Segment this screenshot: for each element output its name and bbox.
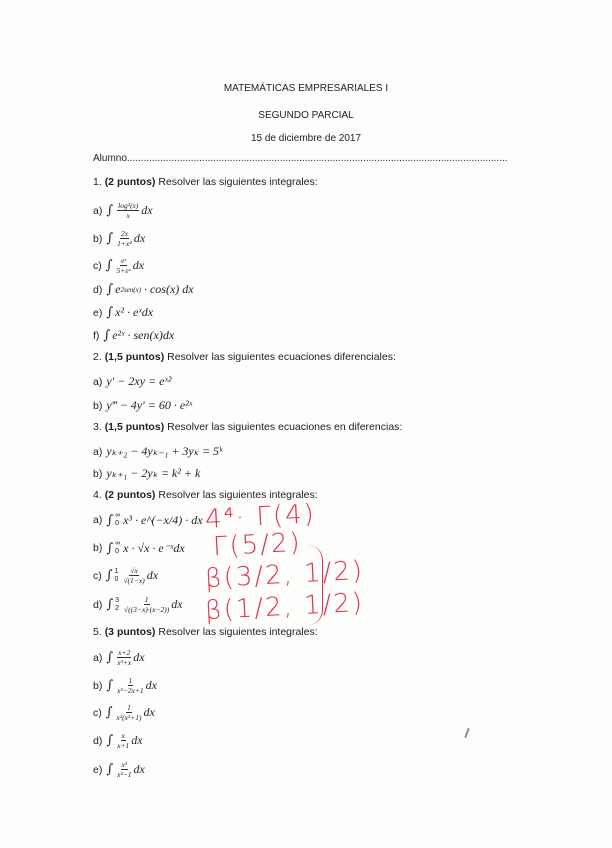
label: d) [93, 598, 103, 611]
label: d) [93, 734, 103, 747]
q-text: Resolver las siguientes integrales: [158, 626, 318, 638]
q-points: (2 puntos) [104, 176, 156, 188]
fraction [117, 201, 139, 220]
q-points: (3 puntos) [104, 626, 156, 638]
denominator: x²(x²+1) [116, 713, 142, 722]
q1-a [93, 201, 153, 220]
fraction [117, 760, 131, 779]
q1-f [93, 328, 174, 343]
q1-d [93, 282, 194, 297]
q-num: 3. [93, 421, 102, 433]
differential: dx [146, 568, 159, 582]
label: c) [93, 569, 102, 582]
label: c) [93, 259, 102, 272]
q2-a [93, 374, 171, 389]
upper-limit: 1 [114, 567, 119, 575]
integral-sign: ∫ [106, 512, 114, 528]
question-5-heading [93, 626, 318, 638]
integral-sign: ∫ [106, 282, 114, 297]
integral-sign: ∫ [106, 597, 114, 612]
denominator: √(1−x) [123, 576, 145, 585]
numerator: log²(x) [118, 201, 139, 210]
integral-sign: ∫ [106, 762, 114, 777]
numerator: 1 [127, 703, 131, 712]
differential: dx [145, 678, 157, 692]
differential: dx [133, 231, 146, 245]
denominator: √((3−x)·(x−2)) [124, 605, 170, 614]
q4-b [93, 540, 185, 556]
q-num: 5. [93, 626, 102, 638]
lower-limit: 2 [115, 604, 120, 612]
numerator: eˣ [120, 256, 127, 265]
fraction [117, 229, 132, 248]
label: a) [93, 445, 103, 458]
q-num: 2. [93, 351, 102, 363]
q5-d [93, 731, 143, 750]
fraction [124, 595, 169, 614]
upper-limit: ∞ [115, 540, 121, 547]
expression: x³ · e^(−x/4) · dx [123, 512, 203, 527]
q-text: Resolver las siguientes integrales: [158, 489, 318, 501]
q5-b [93, 676, 157, 695]
expression: e²ˣ · sen(x)dx [112, 328, 175, 342]
numerator: x+2 [118, 648, 131, 657]
limits [115, 512, 120, 528]
differential: dx [141, 203, 153, 217]
question-3-heading [93, 421, 402, 433]
q5-c [93, 703, 155, 722]
integral-sign: ∫ [106, 203, 114, 218]
integral-sign: ∫ [106, 733, 114, 748]
label: b) [93, 542, 103, 554]
label: b) [93, 467, 103, 480]
fraction [117, 676, 144, 695]
denominator: x²−1 [117, 770, 132, 779]
subject-title: MATEMÁTICAS EMPRESARIALES I [223, 83, 389, 94]
q4-c [93, 566, 158, 585]
q-text: Resolver las siguientes ecuaciones diferenciales: [167, 351, 396, 363]
numerator: 1 [144, 595, 149, 604]
label: b) [93, 399, 103, 412]
limits [115, 597, 119, 613]
integral-sign: ∫ [106, 650, 114, 665]
label: e) [93, 763, 103, 776]
q3-a [93, 444, 222, 459]
q4-d [93, 595, 183, 614]
expression: y‴ − 4y′ = 60 · e²ˣ [106, 398, 193, 412]
q3-b [93, 466, 200, 481]
numerator: 1 [128, 676, 133, 685]
question-4-heading [93, 489, 318, 501]
q-num: 4. [93, 489, 102, 501]
integral-sign: ∫ [105, 705, 113, 720]
differential: dx [132, 258, 145, 272]
label: b) [93, 232, 103, 245]
handwritten-answer-d: β(1/2, 1/2) [204, 587, 365, 627]
q-text: Resolver las siguientes integrales: [158, 176, 318, 188]
numerator: √x [130, 566, 138, 575]
q-num: 1. [93, 176, 102, 188]
integral-sign: ∫ [106, 540, 114, 556]
limits [115, 568, 119, 584]
handwritten-answer-c: β(3/2, 1/2) [204, 555, 365, 595]
differential: dx [133, 762, 145, 776]
q5-e [93, 760, 145, 779]
question-2-heading [93, 351, 396, 363]
q5-a [93, 648, 145, 667]
q1-b [93, 229, 145, 248]
q-points: (2 puntos) [104, 489, 156, 501]
question-1-heading [93, 176, 318, 188]
label: e) [93, 306, 103, 319]
student-name-field: Alumno......................................................................................................................................... [93, 153, 508, 164]
q2-b [93, 398, 192, 413]
q1-e [93, 305, 153, 320]
fraction [123, 566, 144, 585]
q4-a [93, 512, 203, 528]
lower-limit: 0 [115, 520, 120, 527]
label: a) [93, 651, 103, 664]
base: e [115, 282, 121, 296]
q-points: (1,5 puntos) [104, 421, 165, 433]
integral-sign: ∫ [106, 305, 114, 320]
label: a) [93, 514, 103, 526]
exam-title: SEGUNDO PARCIAL [258, 110, 354, 121]
expression: x² · eˣdx [115, 305, 154, 319]
integral-sign: ∫ [106, 231, 114, 246]
differential: dx [133, 650, 145, 664]
q-text: Resolver las siguientes ecuaciones en diferencias: [167, 421, 403, 433]
expression: yₖ₊₁ − 2yₖ = k² + k [106, 466, 201, 480]
differential: dx [131, 733, 143, 747]
fraction [117, 256, 131, 275]
scan-mark [464, 728, 469, 738]
exam-date: 15 de diciembre de 2017 [250, 133, 362, 144]
integral-sign: ∫ [105, 568, 113, 583]
fraction [117, 731, 129, 750]
upper-limit: 3 [115, 596, 120, 604]
lower-limit: 0 [114, 575, 119, 583]
q1-c [93, 256, 144, 275]
denominator: 1+x⁴ [117, 239, 132, 248]
numerator: x [121, 731, 125, 740]
fraction [117, 703, 142, 722]
expression: y′ − 2xy = eˣ² [106, 374, 172, 388]
denominator: x+1 [117, 741, 130, 750]
q-points: (1,5 puntos) [104, 351, 165, 363]
expression: · cos(x) dx [143, 282, 194, 296]
lower-limit: 0 [115, 548, 120, 555]
label: a) [93, 204, 103, 217]
label: a) [93, 375, 103, 388]
denominator: 5+eˣ [116, 266, 131, 275]
handwritten-brace [308, 545, 323, 625]
label: f) [93, 329, 100, 342]
expression: yₖ₊₂ − 4yₖ₋₁ + 3yₖ = 5ᵏ [106, 444, 223, 458]
fraction [117, 648, 131, 667]
label: b) [93, 679, 103, 692]
denominator: x [126, 211, 130, 220]
differential: dx [171, 597, 183, 611]
handwritten-answer-a: 4⁴· Γ(4) [204, 499, 317, 535]
numerator: 2x [120, 229, 129, 238]
upper-limit: ∞ [115, 512, 121, 519]
exponent: 2sen(x) [120, 285, 142, 294]
handwritten-answer-b: Γ(5/2) [212, 527, 303, 563]
differential: dx [143, 705, 155, 719]
denominator: x³+x [117, 658, 132, 667]
integral-sign: ∫ [106, 678, 114, 693]
integral-sign: ∫ [103, 328, 111, 343]
denominator: x²−2x+1 [117, 686, 144, 695]
numerator: x² [121, 760, 128, 769]
limits [115, 540, 120, 556]
expression: x · √x · e⁻ˣdx [123, 540, 185, 555]
integral-sign: ∫ [105, 258, 113, 273]
label: d) [93, 283, 103, 296]
label: c) [93, 706, 102, 719]
